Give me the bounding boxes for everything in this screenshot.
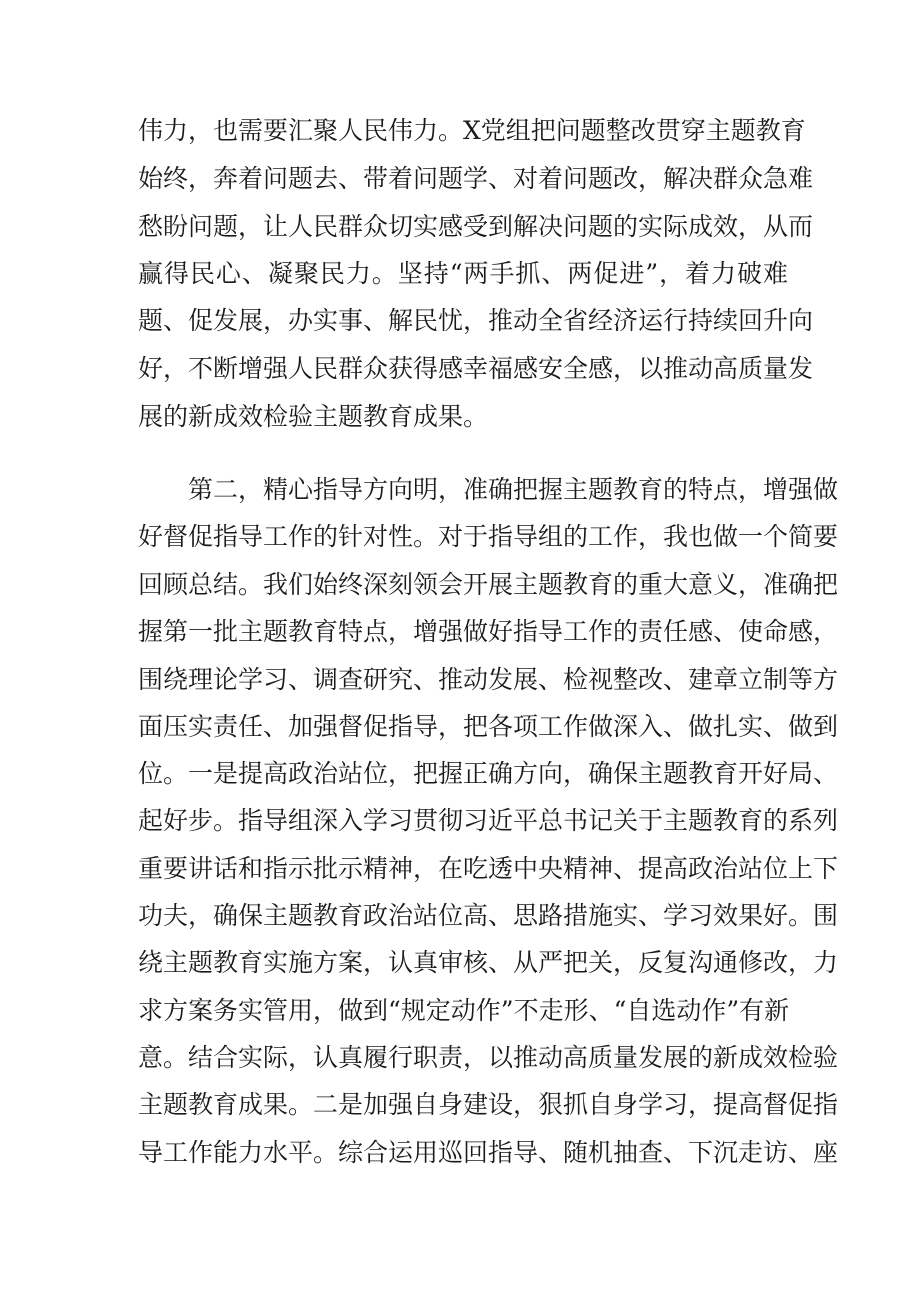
text-line: 题、促发展，办实事、解民忧，推动全省经济运行持续回升向 — [138, 306, 814, 335]
text-line: 导工作能力水平。综合运用巡回指导、随机抽查、下沉走访、座 — [138, 1138, 839, 1167]
text-line: 主题教育成果。二是加强自身建设，狠抓自身学习，提高督促指 — [138, 1090, 839, 1119]
text-line: 起好步。指导组深入学习贯彻习近平总书记关于主题教育的系列 — [138, 806, 839, 835]
text-line: 展的新成效检验主题教育成果。 — [138, 402, 489, 431]
text-line: 愁盼问题，让人民群众切实感受到解决问题的实际成效，从而 — [138, 212, 814, 241]
text-line: 绕主题教育实施方案，认真审核、从严把关，反复沟通修改，力 — [138, 948, 839, 977]
text-line: 伟力，也需要汇聚人民伟力。X党组把问题整改贯穿主题教育 — [138, 116, 806, 145]
text-line: 面压实责任、加强督促指导，把各项工作做深入、做扎实、做到 — [138, 712, 839, 741]
text-line: 求方案务实管用，做到“规定动作”不走形、“自选动作”有新 — [138, 996, 790, 1025]
text-line: 第二，精心指导方向明，准确把握主题教育的特点，增强做 — [188, 475, 839, 504]
text-line: 握第一批主题教育特点，增强做好指导工作的责任感、使命感， — [138, 617, 839, 646]
text-line: 赢得民心、凝聚民力。坚持“两手抓、两促进”，着力破难 — [138, 259, 788, 288]
text-line: 好，不断增强人民群众获得感幸福感安全感，以推动高质量发 — [138, 354, 814, 383]
text-line: 回顾总结。我们始终深刻领会开展主题教育的重大意义，准确把 — [138, 570, 839, 599]
text-line: 始终，奔着问题去、带着问题学、对着问题改，解决群众急难 — [138, 164, 814, 193]
text-line: 好督促指导工作的针对性。对于指导组的工作，我也做一个简要 — [138, 522, 839, 551]
text-line: 重要讲话和指示批示精神，在吃透中央精神、提高政治站位上下 — [138, 854, 839, 883]
text-line: 意。结合实际，认真履行职责，以推动高质量发展的新成效检验 — [138, 1043, 839, 1072]
text-line: 位。一是提高政治站位，把握正确方向，确保主题教育开好局、 — [138, 759, 839, 788]
text-line: 围绕理论学习、调查研究、推动发展、检视整改、建章立制等方 — [138, 665, 839, 694]
text-line: 功夫，确保主题教育政治站位高、思路措施实、学习效果好。围 — [138, 901, 839, 930]
